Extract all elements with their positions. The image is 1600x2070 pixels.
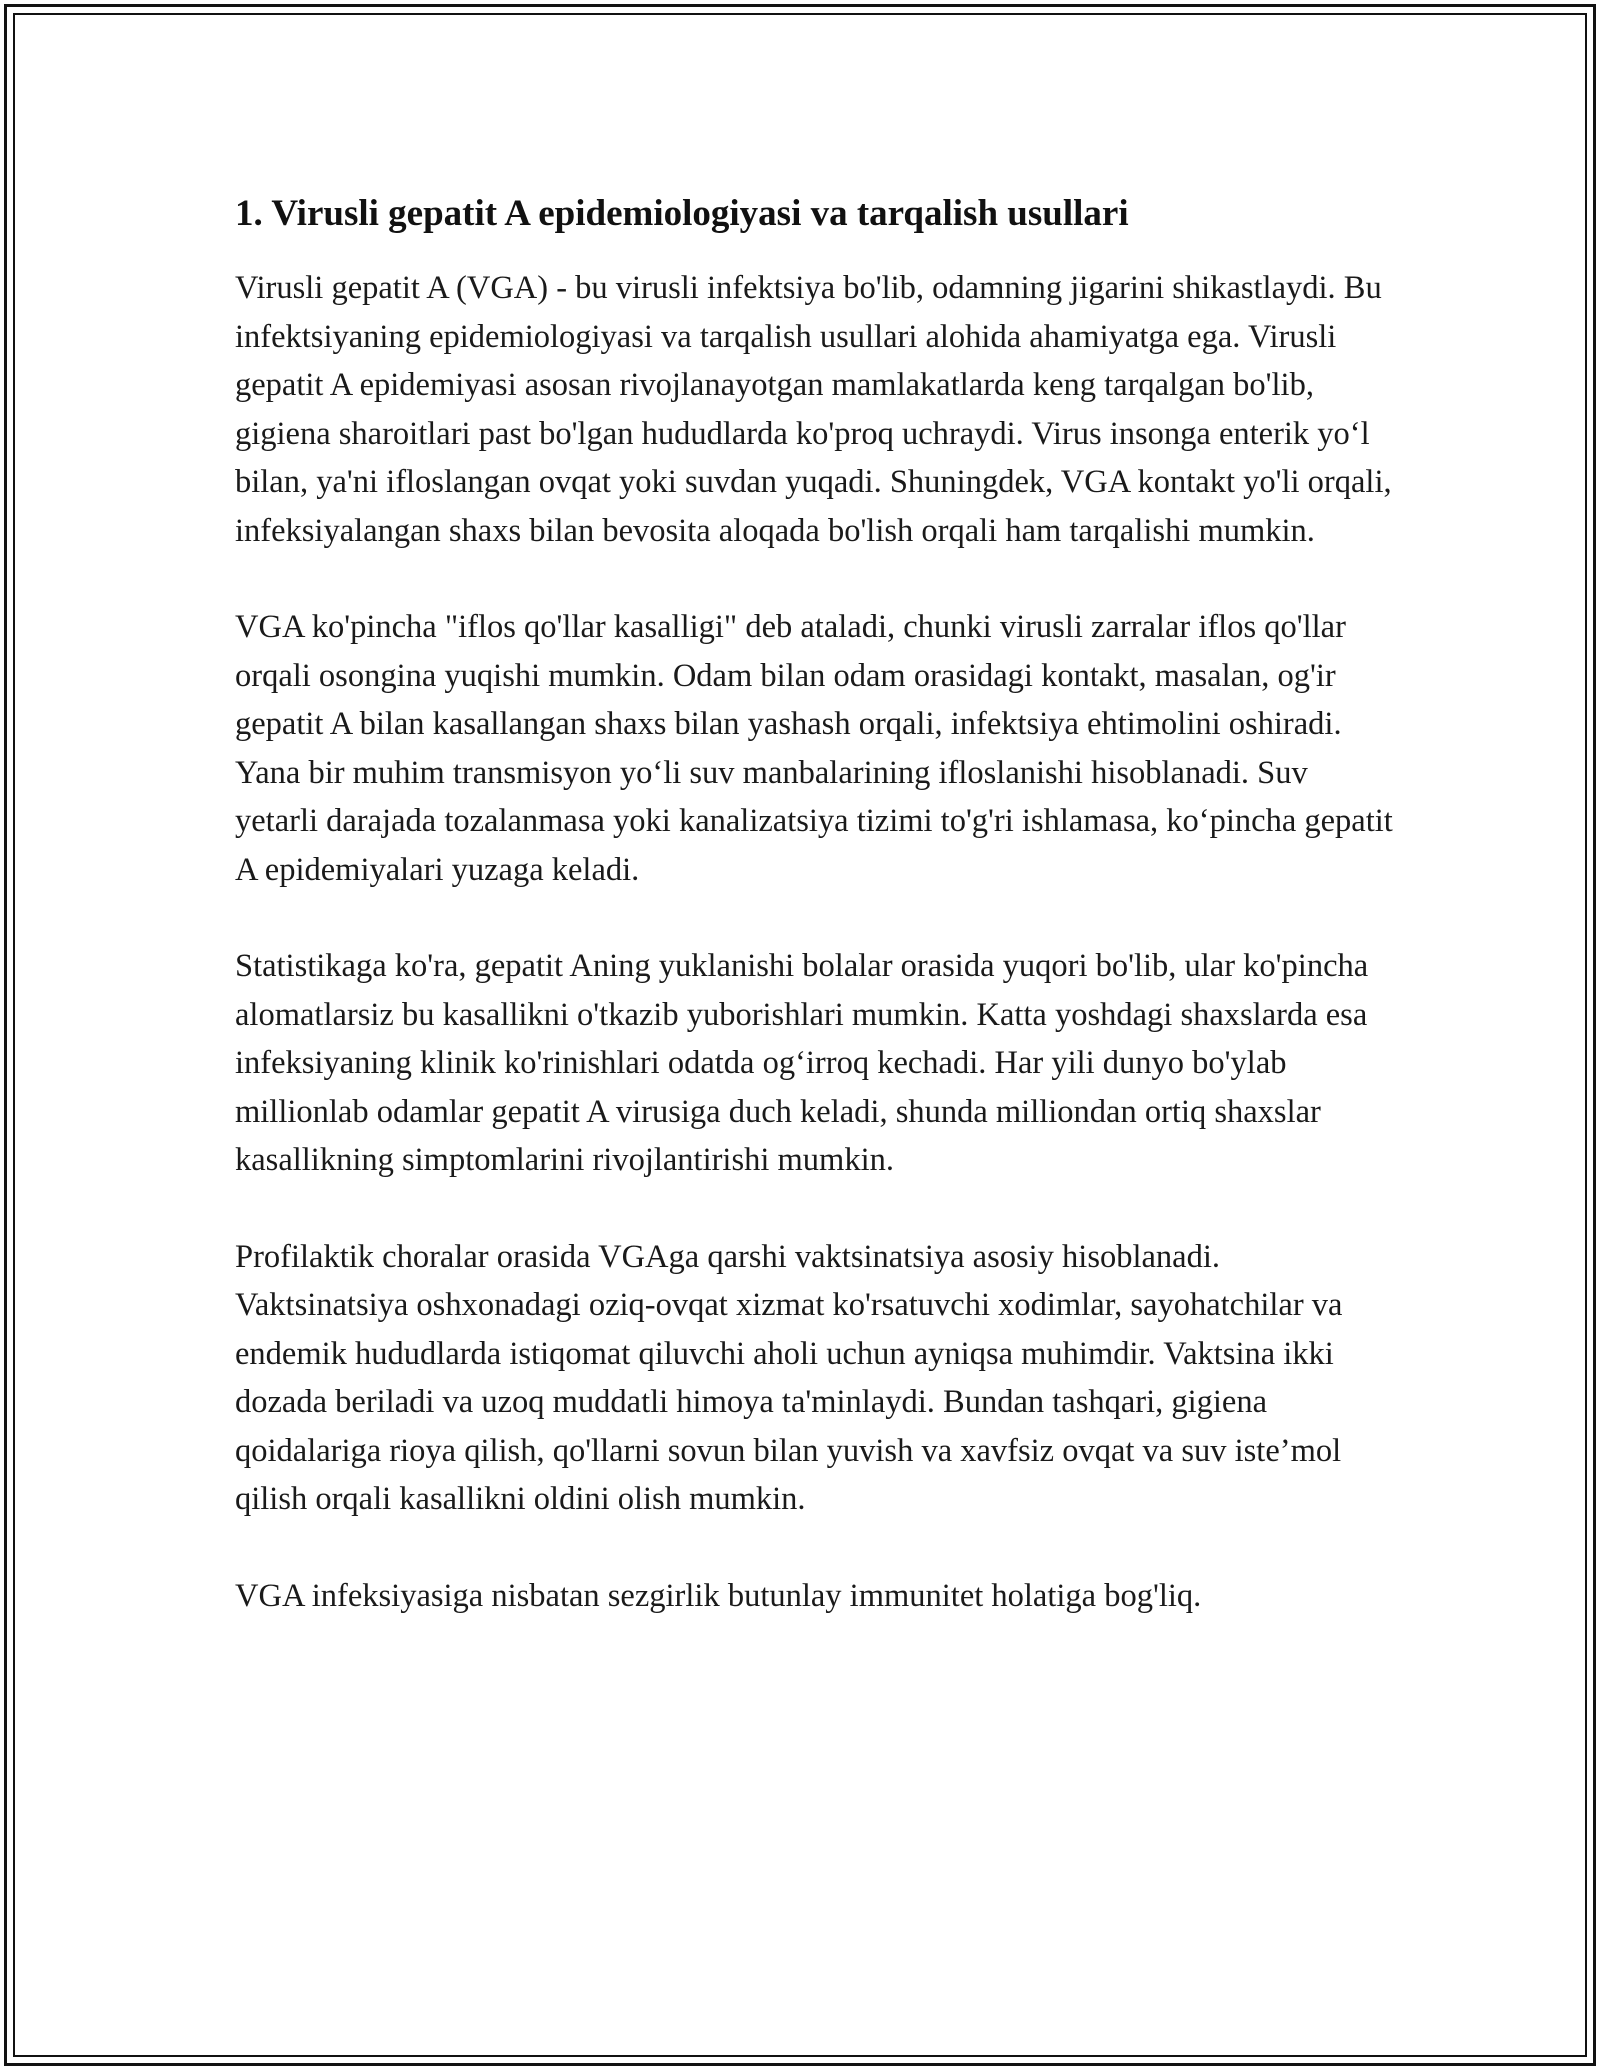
paragraph-transmission: VGA ko'pincha "iflos qo'llar kasalligi" deb ataladi, chunki virusli zarralar iflos qo'llar orqali osongina yuqishi mumkin. Odam bilan odam orasidagi kontakt, masalan, og'ir gepatit A bilan kasallangan shaxs bilan yashash orqali, infektsiya ehtimolini oshiradi. Yana bir muhim transmisyon yo‘li suv manbalarining ifloslanishi hisoblanadi. Suv yetarli darajada tozalanmasa yoki kanalizatsiya tizimi to'g'ri ishlamasa, ko‘pincha gepatit A epidemiyalari yuzaga keladi. [235,609,1393,888]
document-body [235,188,1395,1668]
section-heading: 1. Virusli gepatit A epidemiologiyasi va tarqalish usullari [235,193,1129,234]
paragraph-prevention: Profilaktik choralar orasida VGAga qarshi vaktsinatsiya asosiy hisoblanadi. Vaktsinatsiya oshxonadagi oziq-ovqat xizmat ko'rsatuvchi xodimlar, sayohatchilar va endemik hududlarda istiqomat qiluvchi aholi uchun ayniqsa muhimdir. Vaktsina ikki dozada beriladi va uzoq muddatli himoya ta'minlaydi. Bundan tashqari, gigiena qoidalariga rioya qilish, qo'llarni sovun bilan yuvish va xavfsiz ovqat va suv iste’mol qilish orqali kasallikni oldini olish mumkin. [235,1238,1343,1517]
paragraph-epidemiology: Virusli gepatit A (VGA) - bu virusli infektsiya bo'lib, odamning jigarini shikastlaydi. Bu infektsiyaning epidemiologiyasi va tarqalish usullari alohida ahamiyatga ega. Virusli gepatit A epidemiyasi asosan rivojlanayotgan mamlakatlarda keng tarqalgan bo'lib, gigiena sharoitlari past bo'lgan hududlarda ko'proq uchraydi. Virus insonga enterik yo‘l bilan, ya'ni ifloslangan ovqat yoki suvdan yuqadi. Shuningdek, VGA kontakt yo'li orqali, infeksiyalangan shaxs bilan bevosita aloqada bo'lish orqali ham tarqalishi mumkin. [235,270,1392,549]
paragraph-statistics: Statistikaga ko'ra, gepatit Aning yuklanishi bolalar orasida yuqori bo'lib, ular ko'pincha alomatlarsiz bu kasallikni o'tkazib yuborishlari mumkin. Katta yoshdagi shaxslarda esa infeksiyaning klinik ko'rinishlari odatda og‘irroq kechadi. Har yili dunyo bo'ylab millionlab odamlar gepatit A virusiga duch keladi, shunda milliondan ortiq shaxslar kasallikning simptomlarini rivojlantirishi mumkin. [235,948,1369,1178]
paragraph-susceptibility: VGA infeksiyasiga nisbatan sezgirlik butunlay immunitet holatiga bog'liq. [235,1577,1202,1614]
